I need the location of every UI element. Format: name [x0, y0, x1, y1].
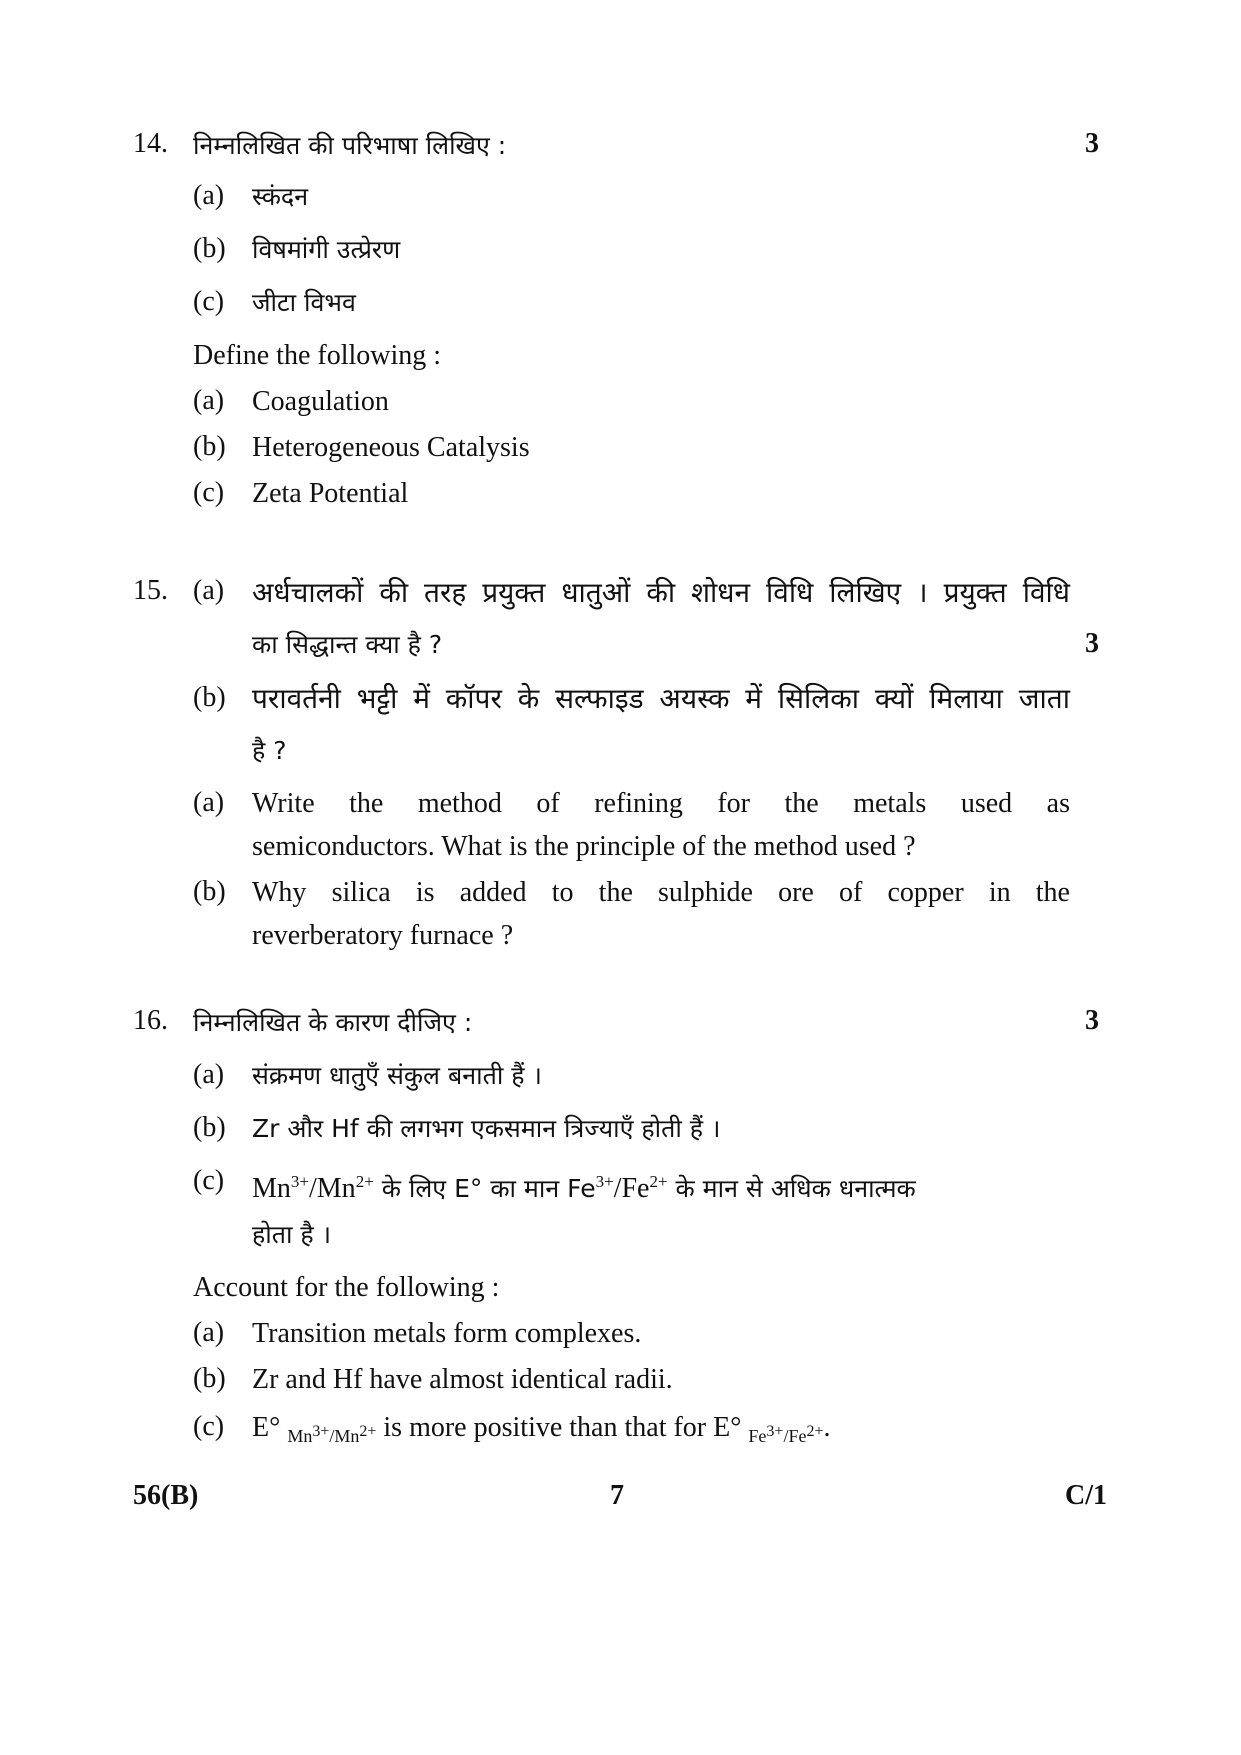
q16-hindi-c-mn2: 2+	[355, 1172, 374, 1191]
q14-english-c-text: Zeta Potential	[252, 478, 409, 509]
q14-english-b-label: (b)	[193, 431, 226, 462]
q16-english-c-fe: Fe	[748, 1426, 767, 1446]
q15-hindi-a-label: (a)	[193, 575, 225, 606]
q16-english-c-mnslash: /Mn	[329, 1426, 360, 1446]
q14-hindi-b-label: (b)	[193, 233, 226, 264]
q14-hindi-c-label: (c)	[193, 286, 225, 317]
q15-number: 15.	[133, 575, 168, 606]
q16-hindi-c-fe3: 3+	[595, 1172, 614, 1191]
q14-english-a-label: (a)	[193, 385, 225, 416]
q14-marks: 3	[1085, 128, 1099, 159]
q14-english-c-label: (c)	[193, 477, 225, 508]
q15-english-b-line1: Why silica is added to the sulphide ore of copper in the	[252, 877, 1070, 908]
footer-set-code: C/1	[1065, 1480, 1107, 1511]
q15-english-b-line2: reverberatory furnace ?	[252, 920, 514, 951]
q16-english-c-mn2: 2+	[359, 1423, 377, 1440]
q14-hindi-b-text: विषमांगी उत्प्रेरण	[252, 235, 401, 264]
q16-english-c-mn3: 3+	[312, 1423, 330, 1440]
q16-hindi-c-label: (c)	[193, 1165, 225, 1196]
q14-number: 14.	[133, 128, 168, 159]
q16-english-b-label: (b)	[193, 1363, 226, 1394]
q16-english-c-fe-subscript	[748, 1423, 824, 1446]
q16-hindi-c-slash1: /Mn	[309, 1173, 356, 1204]
q16-english-c-e1: E°	[252, 1412, 281, 1443]
q15-hindi-b-label: (b)	[193, 682, 226, 713]
q16-marks: 3	[1085, 1005, 1099, 1036]
q16-hindi-a-label: (a)	[193, 1059, 225, 1090]
q15-english-a-line2: semiconductors. What is the principle of the method used ?	[252, 831, 916, 862]
q16-english-prompt: Account for the following :	[193, 1272, 500, 1303]
q15-hindi-a-line1: अर्धचालकों की तरह प्रयुक्त धातुओं की शोधन विधि लिखिए । प्रयुक्त विधि	[252, 576, 1070, 609]
q16-english-c-mn: Mn	[287, 1426, 313, 1446]
q16-english-c-mid: is more positive than that for E°	[376, 1412, 742, 1443]
q15-hindi-b-line1: परावर्तनी भट्टी में कॉपर के सल्फाइड अयस्क में सिलिका क्यों मिलाया जाता	[252, 682, 1070, 715]
q16-hindi-b-label: (b)	[193, 1112, 226, 1143]
q16-english-c-end: .	[823, 1412, 831, 1443]
q16-english-a-label: (a)	[193, 1317, 225, 1348]
q15-marks: 3	[1085, 628, 1099, 659]
q16-english-c-text	[252, 1411, 831, 1453]
q14-english-b-text: Heterogeneous Catalysis	[252, 432, 530, 463]
q14-hindi-a-text: स्कंदन	[252, 182, 309, 211]
q15-english-a-label: (a)	[193, 787, 225, 818]
q16-english-c-feslash: /Fe	[783, 1426, 807, 1446]
q16-hindi-b-text: Zr और Hf की लगभग एकसमान त्रिज्याएँ होती हैं ।	[252, 1114, 721, 1143]
footer-page-number: 7	[610, 1480, 624, 1511]
footer-paper-code: 56(B)	[133, 1480, 199, 1511]
q14-hindi-prompt: निम्नलिखित की परिभाषा लिखिए :	[193, 131, 507, 160]
q16-english-c-fe3: 3+	[766, 1423, 784, 1440]
q16-hindi-a-text: संक्रमण धातुएँ संकुल बनाती हैं ।	[252, 1061, 542, 1090]
q16-hindi-c-mid: के लिए E° का मान Fe	[373, 1174, 596, 1203]
q16-hindi-c-end: के मान से अधिक धनात्मक	[667, 1174, 916, 1203]
q16-hindi-c-mn3: 3+	[290, 1172, 309, 1191]
q16-hindi-c-mn: Mn	[252, 1173, 291, 1204]
q16-english-b-text: Zr and Hf have almost identical radii.	[252, 1364, 673, 1395]
q16-hindi-c-slash2: /Fe	[613, 1173, 650, 1204]
q15-english-a-line1: Write the method of refining for the metals used as	[252, 788, 1070, 819]
q16-hindi-c-line1	[252, 1165, 916, 1206]
q16-english-c-label: (c)	[193, 1411, 225, 1442]
q15-hindi-a-line2: का सिद्धान्त क्या है ?	[252, 630, 443, 659]
q16-english-c-fe2: 2+	[806, 1423, 824, 1440]
q16-english-c-mn-subscript	[287, 1423, 377, 1446]
q14-hindi-a-label: (a)	[193, 180, 225, 211]
q14-english-a-text: Coagulation	[252, 386, 389, 417]
q15-hindi-b-line2: है ?	[252, 736, 287, 765]
q16-hindi-c-line2: होता है ।	[252, 1220, 332, 1249]
q14-hindi-c-text: जीटा विभव	[252, 288, 356, 317]
q16-number: 16.	[133, 1005, 168, 1036]
q16-hindi-prompt: निम्नलिखित के कारण दीजिए :	[193, 1008, 473, 1037]
q16-hindi-c-fe2: 2+	[649, 1172, 668, 1191]
q14-english-prompt: Define the following :	[193, 340, 442, 371]
q15-english-b-label: (b)	[193, 876, 226, 907]
q16-english-a-text: Transition metals form complexes.	[252, 1318, 642, 1349]
